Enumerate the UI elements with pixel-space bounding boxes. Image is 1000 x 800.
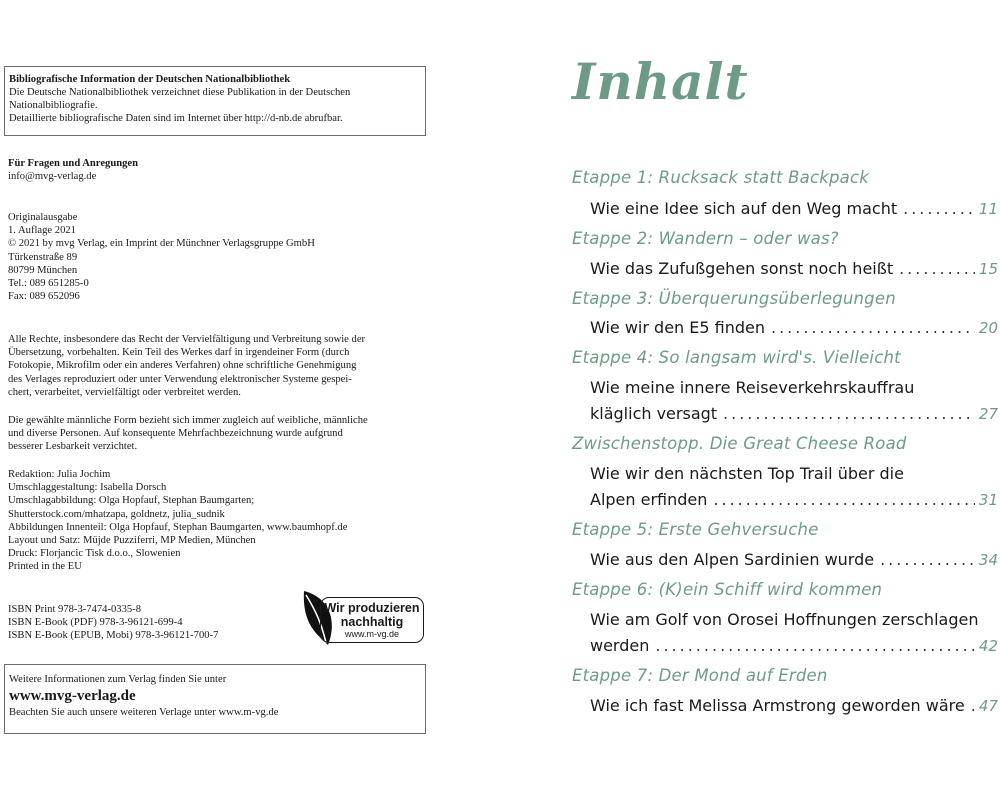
edition-line: Fax: 089 652096 — [8, 291, 80, 303]
toc-entry[interactable] — [590, 318, 998, 338]
toc-entry-text: Wie eine Idee sich auf den Weg macht — [590, 199, 898, 218]
credits-line: Printed in the EU — [8, 561, 82, 573]
publisher-info-box — [4, 664, 426, 734]
toc-page-number: 27 — [978, 405, 998, 423]
toc-stage-heading: Zwischenstopp. Die Great Cheese Road — [572, 434, 907, 453]
toc-entry-text: Wie das Zufußgehen sonst noch heißt — [590, 259, 894, 278]
toc-entry[interactable] — [590, 550, 998, 570]
contact-heading: Für Fragen und Anregungen — [8, 158, 138, 169]
credits-line: Abbildungen Innenteil: Olga Hopfauf, Stephan Baumgarten, www.baumhopf.de — [8, 521, 348, 533]
leader-dots — [880, 550, 975, 570]
toc-entry-text: Alpen erfinden — [590, 490, 708, 509]
toc-stage-heading: Etappe 2: Wandern – oder was? — [572, 229, 839, 248]
edition-line: Türkenstraße 89 — [8, 251, 78, 263]
leader-dots — [903, 199, 975, 219]
toc-entry[interactable] — [590, 378, 998, 424]
credits-line: Umschlaggestaltung: Isabella Dorsch — [8, 482, 167, 494]
toc-title: Inhalt — [572, 52, 749, 111]
toc-stage-heading: Etappe 1: Rucksack statt Backpack — [572, 168, 870, 187]
rights-line: chert, verarbeitet, vervielfältigt oder verbreitet werden. — [8, 386, 241, 398]
toc-entry[interactable] — [590, 259, 998, 279]
edition-line: 1. Auflage 2021 — [8, 225, 76, 237]
edition-line: Tel.: 089 651285-0 — [8, 278, 89, 290]
credits-block — [8, 468, 428, 574]
leader-dots — [723, 404, 975, 424]
gender-line: besserer Lesbarkeit verzichtet. — [8, 441, 138, 453]
toc-entry-text: Wie am Golf von Orosei Hoffnungen zerschlagen — [590, 610, 979, 629]
toc-page-number: 11 — [978, 200, 998, 218]
publisher-url-link[interactable]: www.mvg-verlag.de — [9, 688, 136, 704]
rights-line: Alle Rechte, insbesondere das Recht der Vervielfältigung und Verbreitung sowie der — [8, 334, 366, 345]
rights-line: Fotokopie, Mikrofilm oder ein anderes Verfahren) ohne schriftliche Genehmigung — [8, 360, 357, 372]
rights-block — [8, 333, 428, 399]
credits-line: Layout und Satz: Müjde Puzziferri, MP Medien, München — [8, 535, 256, 547]
toc-page-number: 47 — [978, 697, 998, 715]
biblio-line: Die Deutsche Nationalbibliothek verzeichnet diese Publikation in der Deutschen — [9, 87, 351, 98]
toc-entry[interactable] — [590, 610, 998, 656]
toc-stage-heading: Etappe 3: Überquerungsüberlegungen — [572, 289, 896, 308]
edition-line: 80799 München — [8, 264, 78, 276]
leader-dots — [899, 259, 975, 279]
contact-email: info@mvg-verlag.de — [8, 171, 97, 183]
toc-entry-text: Wie ich fast Melissa Armstrong geworden wäre — [590, 696, 965, 715]
gender-note-block — [8, 414, 428, 454]
credits-line: Redaktion: Julia Jochim — [8, 469, 111, 480]
toc-entry-text: kläglich versagt — [590, 404, 718, 423]
isbn-block — [8, 603, 288, 643]
credits-line: Shutterstock.com/mhatzapa, goldnetz, julia_sudnik — [8, 508, 225, 520]
edition-block — [8, 211, 428, 303]
biblio-line: Detaillierte bibliografische Daten sind im Internet über http://d-nb.de abrufbar. — [9, 113, 343, 124]
badge-line-1: Wir produzieren — [324, 601, 420, 615]
biblio-line: Nationalbibliografie. — [9, 100, 98, 111]
leader-dots — [655, 636, 975, 656]
info-line: Beachten Sie auch unsere weiteren Verlage unter www.m-vg.de — [9, 707, 279, 718]
toc-stage-heading: Etappe 6: (K)ein Schiff wird kommen — [572, 580, 883, 599]
sustainability-badge — [298, 589, 428, 649]
toc-entry-text: Wie meine innere Reiseverkehrskauffrau — [590, 378, 915, 397]
credits-line: Druck: Florjancic Tisk d.o.o., Slowenien — [8, 548, 181, 560]
toc-entry-text: Wie aus den Alpen Sardinien wurde — [590, 550, 875, 569]
gender-line: und diverse Personen. Auf konsequente Mehrfachbezeichnung wurde aufgrund — [8, 428, 343, 440]
toc-entry-text: Wie wir den nächsten Top Trail über die — [590, 464, 904, 483]
rights-line: Übersetzung, vorbehalten. Kein Teil des Werkes darf in irgendeiner Form (durch — [8, 347, 350, 359]
credits-line: Umschlagabbildung: Olga Hopfauf, Stephan Baumgarten; — [8, 495, 255, 507]
toc-stage-heading: Etappe 7: Der Mond auf Erden — [572, 666, 828, 685]
info-line: Weitere Informationen zum Verlag finden Sie unter — [9, 674, 227, 685]
gender-line: Die gewählte männliche Form bezieht sich immer zugleich auf weibliche, männliche — [8, 415, 368, 426]
leader-dots — [971, 696, 975, 716]
badge-label-box — [320, 597, 424, 643]
toc-entry[interactable] — [590, 464, 998, 510]
biblio-heading: Bibliografische Information der Deutschen Nationalbibliothek — [9, 74, 291, 85]
edition-line: © 2021 by mvg Verlag, ein Imprint der Münchner Verlagsgruppe GmbH — [8, 238, 315, 250]
toc-page-number: 42 — [978, 637, 998, 655]
contact-block — [8, 157, 428, 183]
isbn-line: ISBN E-Book (PDF) 978-3-96121-699-4 — [8, 617, 183, 629]
leader-dots — [713, 490, 975, 510]
rights-line: des Verlages reproduziert oder unter Verwendung elektronischer Systeme gespei- — [8, 373, 352, 385]
leader-dots — [771, 318, 975, 338]
toc-page-number: 20 — [978, 319, 998, 337]
toc-page-number: 34 — [978, 551, 998, 569]
toc-page-number: 31 — [978, 491, 998, 509]
toc-stage-heading: Etappe 4: So langsam wird's. Vielleicht — [572, 348, 901, 367]
toc-page — [500, 0, 1000, 800]
isbn-line: ISBN E-Book (EPUB, Mobi) 978-3-96121-700-7 — [8, 630, 219, 642]
badge-url: www.m-vg.de — [344, 629, 399, 639]
isbn-line: ISBN Print 978-3-7474-0335-8 — [8, 604, 142, 615]
toc-entry[interactable] — [590, 199, 998, 219]
badge-line-2: nachhaltig — [340, 615, 404, 629]
toc-entry[interactable] — [590, 696, 998, 716]
bibliographic-info-box — [4, 66, 426, 136]
toc-stage-heading: Etappe 5: Erste Gehversuche — [572, 520, 819, 539]
toc-entry-text: werden — [590, 636, 650, 655]
edition-line: Originalausgabe — [8, 212, 78, 223]
toc-page-number: 15 — [978, 260, 998, 278]
toc-entry-text: Wie wir den E5 finden — [590, 318, 765, 337]
